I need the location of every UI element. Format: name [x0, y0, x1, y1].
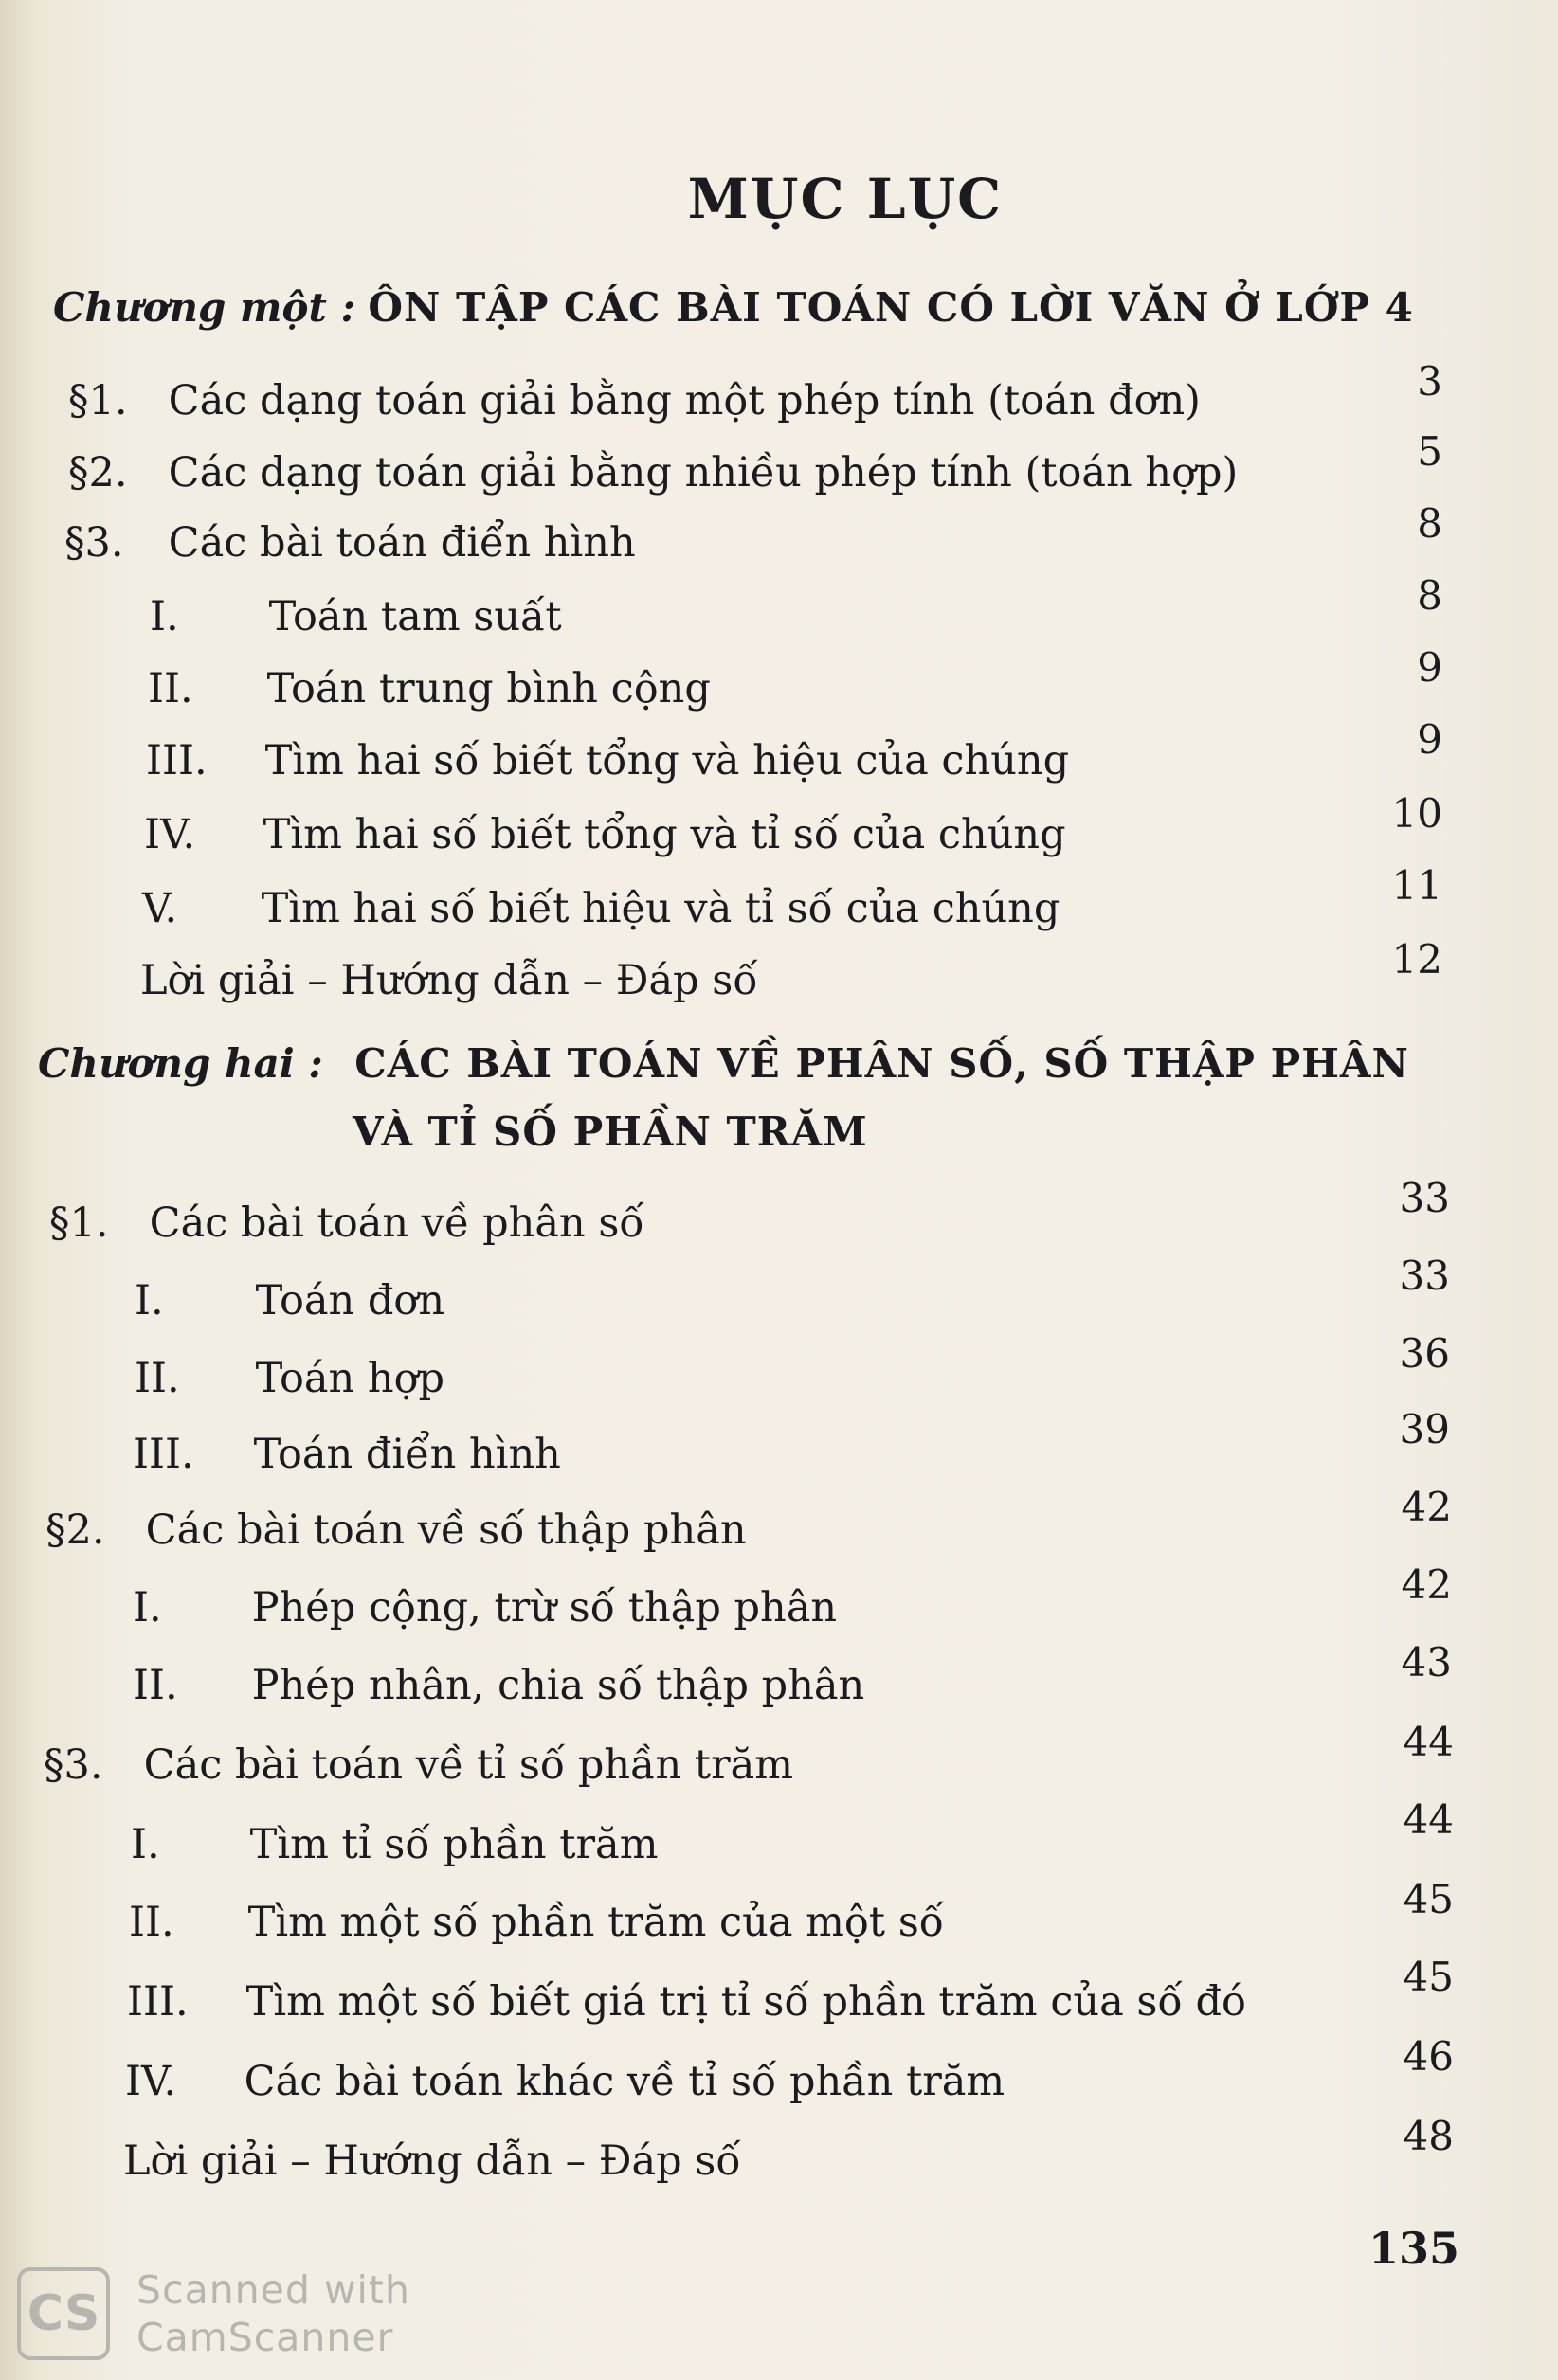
toc-entry[interactable]	[127, 1978, 1246, 2026]
toc-entry[interactable]	[146, 737, 1069, 784]
entry-title: Các bài toán về phân số	[149, 1199, 644, 1247]
entry-page-number: 8	[1417, 500, 1442, 547]
entry-page-number: 36	[1399, 1330, 1450, 1377]
toc-entry[interactable]	[135, 1277, 444, 1325]
entry-title: Toán tam suất	[268, 593, 562, 640]
toc-entry[interactable]	[150, 593, 562, 640]
entry-number: II.	[148, 665, 193, 712]
entry-page-number: 42	[1401, 1484, 1452, 1530]
toc-entry[interactable]	[64, 519, 636, 567]
entry-page-number: 12	[1391, 936, 1442, 983]
entry-title: Toán trung bình cộng	[266, 665, 711, 712]
entry-number: III.	[146, 737, 208, 784]
entry-number: §1.	[68, 377, 128, 424]
entry-number: IV.	[144, 811, 196, 858]
entry-number: I.	[131, 1821, 160, 1868]
page-title: MỤC LỤC	[687, 167, 1004, 231]
entry-number: III.	[127, 1978, 189, 2026]
camscanner-logo: CS	[17, 2267, 110, 2360]
entry-number: II.	[135, 1355, 180, 1402]
entry-title: Phép nhân, chia số thập phân	[251, 1662, 865, 1709]
entry-page-number: 11	[1391, 862, 1442, 909]
scanner-watermark	[17, 2266, 410, 2361]
toc-entry[interactable]	[125, 2058, 1005, 2105]
entry-number: III.	[133, 1431, 194, 1478]
entry-number: §2.	[45, 1506, 105, 1554]
entry-number: §3.	[64, 519, 124, 567]
chapter-two-title-line1: CÁC BÀI TOÁN VỀ PHÂN SỐ, SỐ THẬP PHÂN	[354, 1040, 1409, 1087]
entry-title: Toán điển hình	[253, 1431, 561, 1478]
entry-page-number: 10	[1391, 790, 1442, 837]
entry-number: §1.	[49, 1199, 109, 1247]
entry-title: Toán đơn	[255, 1277, 445, 1325]
toc-entry[interactable]	[45, 1506, 747, 1554]
entry-title: Các bài toán điển hình	[168, 519, 636, 567]
toc-entry[interactable]	[142, 885, 1060, 932]
toc-entry[interactable]	[131, 1821, 658, 1868]
toc-entry[interactable]	[133, 1584, 837, 1632]
entry-title: Tìm tỉ số phần trăm	[249, 1821, 659, 1868]
entry-page-number: 48	[1403, 2113, 1454, 2159]
entry-title: Các dạng toán giải bằng nhiều phép tính (toán hợp)	[168, 449, 1239, 496]
toc-entry[interactable]	[133, 1431, 561, 1478]
entry-title: Các dạng toán giải bằng một phép tính (toán đơn)	[168, 377, 1201, 424]
toc-entry[interactable]	[148, 665, 711, 712]
entry-number: I.	[150, 593, 179, 640]
entry-page-number: 9	[1417, 716, 1442, 763]
entry-number: II.	[133, 1662, 178, 1709]
entry-title: Lời giải – Hướng dẫn – Đáp số	[123, 2137, 741, 2185]
entry-page-number: 5	[1417, 428, 1442, 475]
entry-page-number: 39	[1399, 1406, 1450, 1452]
entry-number: §2.	[68, 449, 128, 496]
toc-entry[interactable]	[140, 957, 758, 1004]
entry-page-number: 9	[1417, 644, 1442, 691]
entry-page-number: 44	[1403, 1719, 1454, 1765]
toc-entry[interactable]	[68, 449, 1238, 496]
entry-title: Các bài toán khác về tỉ số phần trăm	[244, 2058, 1005, 2105]
chapter-one-label: Chương một :	[53, 284, 356, 331]
toc-entry[interactable]	[49, 1199, 644, 1247]
entry-page-number: 33	[1399, 1253, 1450, 1299]
entry-page-number: 3	[1417, 358, 1442, 405]
watermark-line1: Scanned with	[136, 2267, 410, 2313]
entry-title: Phép cộng, trừ số thập phân	[251, 1584, 838, 1632]
entry-number: V.	[142, 885, 178, 932]
entry-number: I.	[133, 1584, 162, 1632]
chapter-two-label: Chương hai :	[38, 1040, 323, 1087]
entry-number: I.	[135, 1277, 164, 1325]
watermark-line2: CamScanner	[136, 2315, 394, 2360]
entry-number: II.	[129, 1899, 174, 1946]
entry-page-number: 33	[1399, 1175, 1450, 1221]
toc-entry[interactable]	[135, 1355, 444, 1402]
toc-entry[interactable]	[123, 2137, 741, 2185]
watermark-text	[136, 2266, 410, 2361]
entry-page-number: 8	[1417, 572, 1442, 619]
chapter-one-title: ÔN TẬP CÁC BÀI TOÁN CÓ LỜI VĂN Ở LỚP 4	[368, 284, 1414, 331]
entry-title: Tìm hai số biết hiệu và tỉ số của chúng	[261, 885, 1060, 932]
entry-page-number: 43	[1401, 1639, 1452, 1686]
toc-entry[interactable]	[133, 1662, 864, 1709]
entry-page-number: 42	[1401, 1561, 1452, 1608]
chapter-two-title-line2: VÀ TỈ SỐ PHẦN TRĂM	[353, 1109, 868, 1155]
toc-entry[interactable]	[144, 811, 1066, 858]
entry-title: Toán hợp	[255, 1355, 445, 1402]
entry-number: §3.	[44, 1741, 103, 1789]
toc-entry[interactable]	[68, 377, 1201, 424]
entry-page-number: 46	[1403, 2033, 1454, 2080]
entry-title: Các bài toán về tỉ số phần trăm	[143, 1741, 794, 1789]
chapter-one-heading	[53, 284, 1414, 331]
entry-title: Tìm hai số biết tổng và hiệu của chúng	[264, 737, 1070, 784]
entry-title: Tìm hai số biết tổng và tỉ số của chúng	[263, 811, 1066, 858]
entry-number: IV.	[125, 2058, 177, 2105]
toc-entry[interactable]	[44, 1741, 793, 1789]
toc-entry[interactable]	[129, 1899, 944, 1946]
entry-page-number: 45	[1403, 1876, 1454, 1922]
entry-title: Các bài toán về số thập phân	[145, 1506, 747, 1554]
chapter-two-heading	[38, 1040, 1409, 1155]
page-number: 135	[1368, 2223, 1459, 2274]
entry-page-number: 44	[1403, 1796, 1454, 1843]
entry-title: Tìm một số phần trăm của một số	[247, 1899, 945, 1946]
entry-page-number: 45	[1403, 1954, 1454, 2000]
entry-title: Tìm một số biết giá trị tỉ số phần trăm của số đó	[245, 1978, 1246, 2026]
entry-title: Lời giải – Hướng dẫn – Đáp số	[140, 957, 758, 1004]
